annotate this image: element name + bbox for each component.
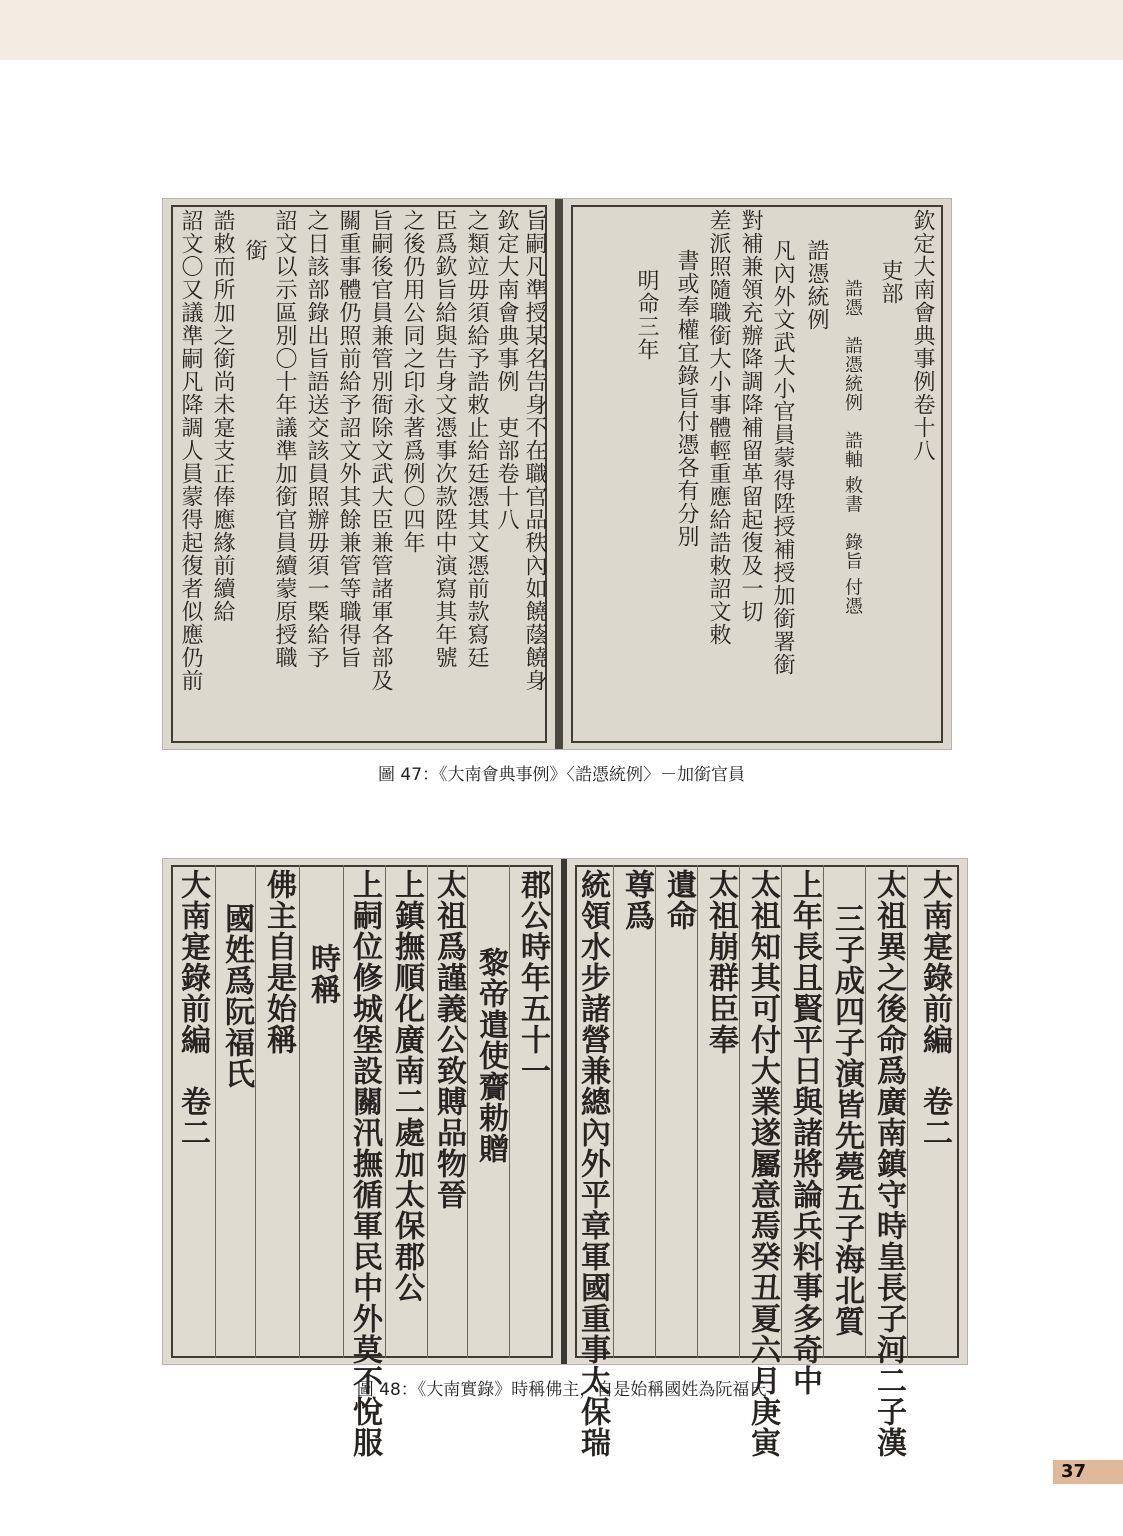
text-column: 吏部 bbox=[878, 259, 903, 305]
column-rule bbox=[343, 865, 344, 1358]
text-column: 上嗣位修城堡設關汛撫循軍民中外莫不悅服 bbox=[347, 869, 382, 1458]
text-column: 黎帝遣使齎勅贈 bbox=[473, 947, 508, 1164]
scan-left-page bbox=[163, 859, 561, 1458]
text-column: 佛主自是始稱 bbox=[261, 869, 296, 1055]
scan-right-page bbox=[563, 199, 951, 749]
figure-48-caption: 圖 48：《大南實錄》時稱佛主，自是始稱國姓為阮福氏 bbox=[356, 1380, 767, 1400]
column-rule bbox=[467, 865, 468, 1358]
text-column: 太祖異之後命爲廣南鎮守時皇長子河二子漢 bbox=[871, 869, 906, 1458]
text-column: 太祖爲謹義公致賻品物晉 bbox=[431, 869, 466, 1210]
text-column: 尊爲 bbox=[619, 869, 654, 931]
page-number: 37 bbox=[1053, 1460, 1123, 1484]
text-column: 上鎮撫順化廣南二處加太保郡公 bbox=[389, 869, 424, 1303]
text-column: 關重事體仍照前給予詔文外其餘兼管等職得旨 bbox=[336, 209, 361, 669]
column-rule bbox=[823, 865, 824, 1358]
text-column: 書或奉權宜錄旨付憑各有分別 bbox=[674, 249, 699, 548]
text-column: 上年長且賢平日與諸將論兵料事多奇中 bbox=[787, 869, 822, 1396]
text-column: 統領水步諸營兼總內外平章軍國重事太保瑞 bbox=[575, 869, 610, 1458]
column-rule bbox=[255, 865, 256, 1358]
text-column: 太祖崩群臣奉 bbox=[703, 869, 738, 1055]
text-column: 太祖知其可付大業遂屬意焉癸丑夏六月庚寅 bbox=[745, 869, 780, 1458]
text-column: 時稱 bbox=[305, 943, 340, 1005]
scan-left-page bbox=[163, 199, 555, 749]
column-rule bbox=[427, 865, 428, 1358]
text-column: 誥憑 誥憑統例 誥軸 敕書 錄旨 付憑 bbox=[842, 279, 863, 616]
figure-47-scan bbox=[162, 198, 952, 750]
text-column: 凡內外文武大小官員蒙得陞授補授加銜署銜 bbox=[770, 239, 795, 676]
text-column: 之日該部錄出旨語送交該員照辦毋須一槩給予 bbox=[304, 209, 329, 669]
column-rule bbox=[907, 865, 908, 1358]
text-column: 誥敕而所加之銜尚未寔支正俸應緣前續給 bbox=[210, 209, 235, 623]
column-rule bbox=[697, 865, 698, 1358]
text-column: 詔文以示區別〇十年議準加銜官員續蒙原授職 bbox=[272, 209, 297, 669]
text-column: 大南寔錄前編 卷二 bbox=[175, 869, 210, 1148]
text-column: 旨嗣後官員兼管別衙除文武大臣兼管諸軍各部及 bbox=[368, 209, 393, 692]
figure-47-caption: 圖 47：《大南會典事例》〈誥憑統例〉－加銜官員 bbox=[377, 765, 746, 785]
text-column: 誥憑統例 bbox=[804, 239, 829, 331]
column-rule bbox=[613, 865, 614, 1358]
text-column: 遺命 bbox=[661, 869, 696, 931]
text-column: 詔文〇又議準嗣凡降調人員蒙得起復者似應仍前 bbox=[178, 209, 203, 692]
text-column: 銜 bbox=[242, 239, 267, 262]
text-column: 明命三年 bbox=[634, 269, 659, 361]
column-rule bbox=[739, 865, 740, 1358]
column-rule bbox=[655, 865, 656, 1358]
column-rule bbox=[385, 865, 386, 1358]
column-rule bbox=[781, 865, 782, 1358]
text-column: 郡公時年五十一 bbox=[515, 869, 550, 1086]
column-rule bbox=[865, 865, 866, 1358]
text-column: 差派照隨職銜大小事體輕重應給誥敕詔文敕 bbox=[706, 209, 731, 646]
book-gutter bbox=[555, 199, 563, 749]
column-rule bbox=[215, 865, 216, 1358]
text-column: 之後仍用公同之印永著爲例〇四年 bbox=[400, 209, 425, 554]
text-column: 對補兼領充辦降調降補留革留起復及一切 bbox=[738, 209, 763, 623]
text-column: 欽定大南會典事例卷十八 bbox=[910, 209, 935, 462]
text-column: 國姓爲阮福氏 bbox=[219, 903, 254, 1089]
scan-right-page bbox=[567, 859, 967, 1458]
text-column: 臣爲欽旨給與告身文憑事次款陞中演寫其年號 bbox=[432, 209, 457, 669]
text-column: 之類竝毋須給予誥敕止給廷憑其文憑前款寫廷 bbox=[464, 209, 489, 669]
column-rule bbox=[509, 865, 510, 1358]
text-column: 大南寔錄前編 卷二 bbox=[917, 869, 952, 1148]
text-column: 旨嗣凡準授某名告身不在職官品秩內如饒蔭饒身 bbox=[522, 209, 547, 692]
text-column: 三子成四子演皆先薨五子海北質 bbox=[829, 903, 864, 1337]
column-rule bbox=[299, 865, 300, 1358]
text-column: 欽定大南會典事例 吏部卷十八 bbox=[494, 209, 519, 531]
header-band bbox=[0, 0, 1123, 60]
